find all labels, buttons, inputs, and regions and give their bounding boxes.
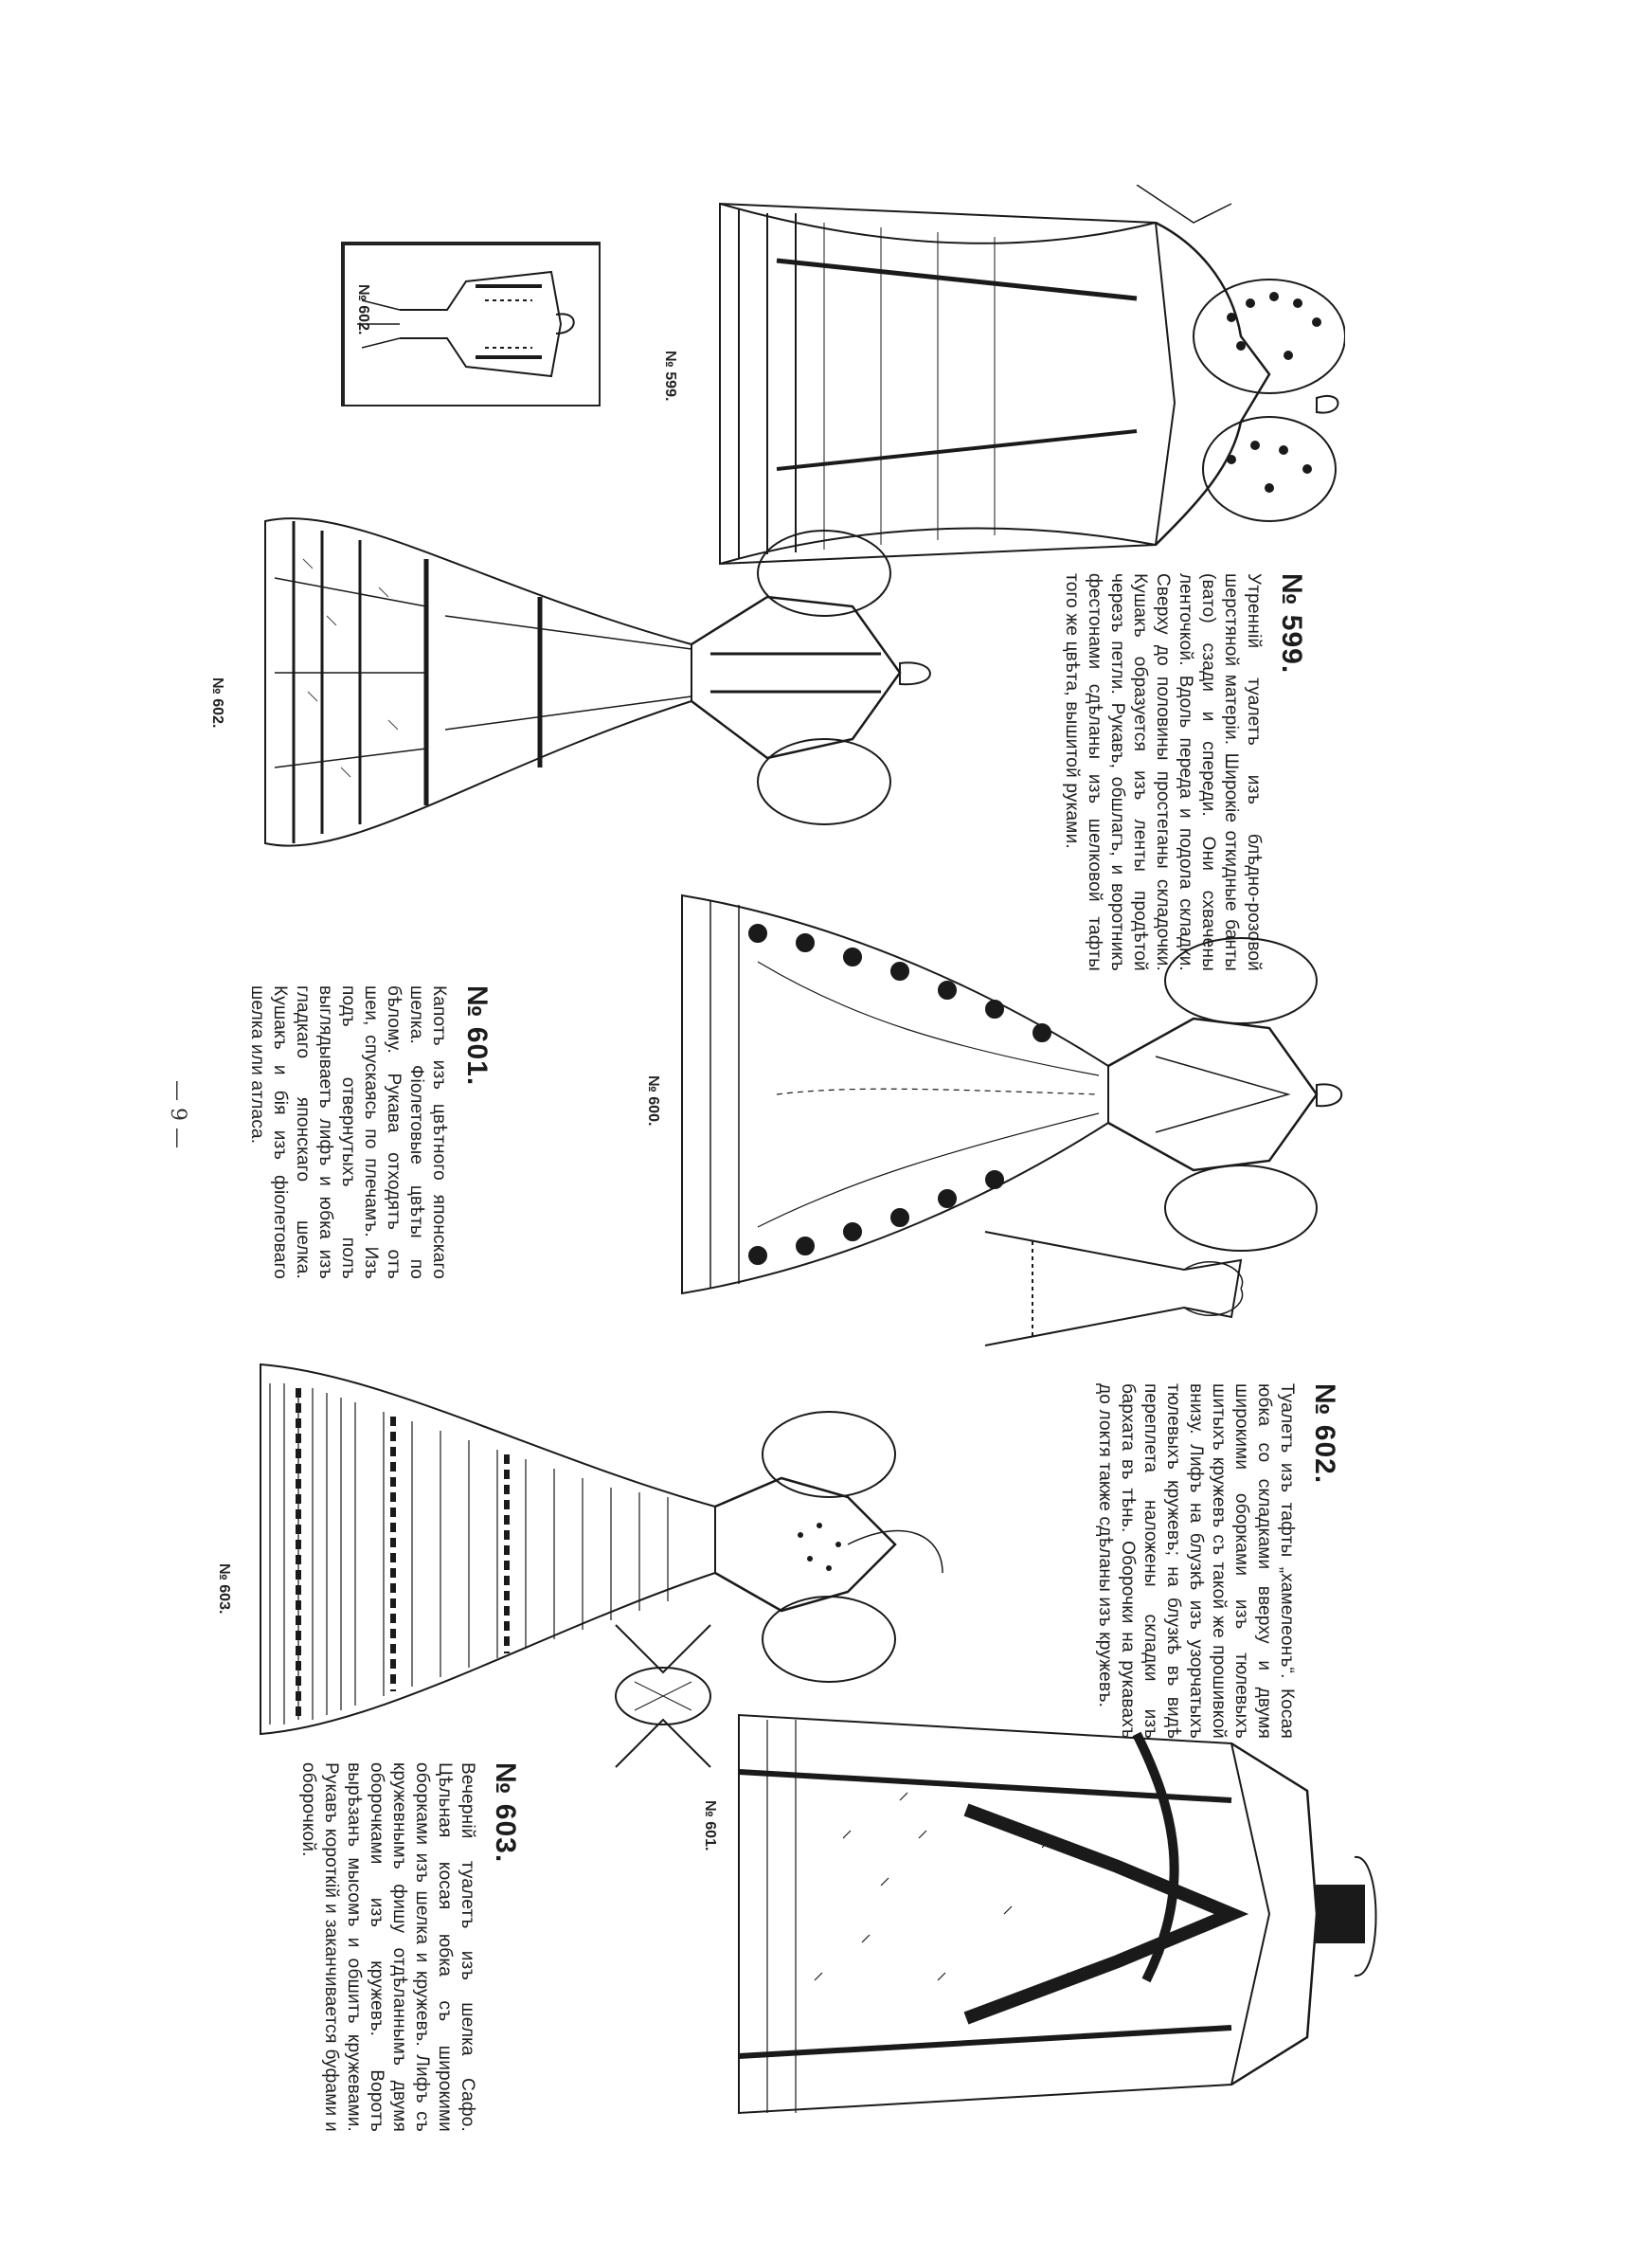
- figure-602-illustration: [237, 483, 976, 881]
- page-number: — 9 —: [166, 1080, 189, 1148]
- description-601-body: Капотъ изъ цвѣтного японскаго шелка. Фіолетовые цвѣты по бѣлому. Рукава отходятъ отъ шеи, спускаясь по плечамъ. Изъ подъ отвернутыхъ полъ выглядываетъ лифъ и юбка изъ гладкаго японскаго шелка. Кушакъ и бія изъ фіолетоваго шелка или атласа.: [247, 985, 449, 1279]
- description-601: [245, 985, 493, 1279]
- description-603-title: № 603.: [490, 1762, 521, 1864]
- description-599-body: Утренній туалетъ изъ блѣдно-розовой шерстяной матеріи. Широкіе откидные банты (вато) сзади и спереди. Они схвачены ленточкой. Вдоль переда и подола складки. Сверху до половины простеганы складочки. Кушакъ образуется изъ ленты продѣтой черезъ петли. Рукавъ, обшлагъ, и воротникъ фестонами сдѣланы изъ шелковой тафты того же цвѣта, вышитой руками.: [1062, 573, 1264, 971]
- figure-600-caption: № 600.: [645, 1075, 661, 1127]
- figure-602-inset-caption: № 602.: [355, 284, 371, 335]
- figure-603-caption: № 603.: [216, 1563, 232, 1615]
- figure-602-inset-illustration: [343, 244, 599, 405]
- description-602-body: Туалетъ изъ тафты „хамелеонъ“. Косая юбка со складками вверху и двумя широкими оборками изъ тюлевыхъ шитыхъ кружевъ съ такой же прошивкой внизу. Лифъ на блузкѣ изъ узорчатыхъ тюлевыхъ кружевъ; на блузкѣ въ видѣ переплета наложены складки изъ бархата въ тѣнь. Оборочки на рукавахъ до локтя также сдѣланы изъ кружевъ.: [1095, 1383, 1297, 1739]
- description-599-title: № 599.: [1276, 573, 1307, 675]
- figure-599-caption: № 599.: [662, 351, 678, 402]
- description-603: [296, 1762, 521, 2132]
- figure-602-caption: № 602.: [209, 677, 225, 729]
- figure-601-illustration: [701, 1696, 1383, 2132]
- figure-602-inset-frame: [341, 242, 601, 406]
- figure-600-sleeve-detail: [976, 1213, 1260, 1364]
- description-603-body: Вечерній туалетъ изъ шелка Сафо. Цѣльная косая юбка съ широкими оборками изъ шелка и кружевъ. Лифъ съ кружевнымъ фишу отдѣланнымъ двумя оборочками изъ кружевъ. Воротъ вырѣзанъ мысомъ и обшитъ кружевами. Рукавъ короткій и заканчивается буфами и оборочкой.: [298, 1762, 477, 2132]
- description-601-title: № 601.: [461, 985, 493, 1087]
- description-602: [1093, 1383, 1340, 1739]
- figure-601-caption: № 601.: [702, 1800, 718, 1851]
- description-602-title: № 602.: [1309, 1383, 1340, 1485]
